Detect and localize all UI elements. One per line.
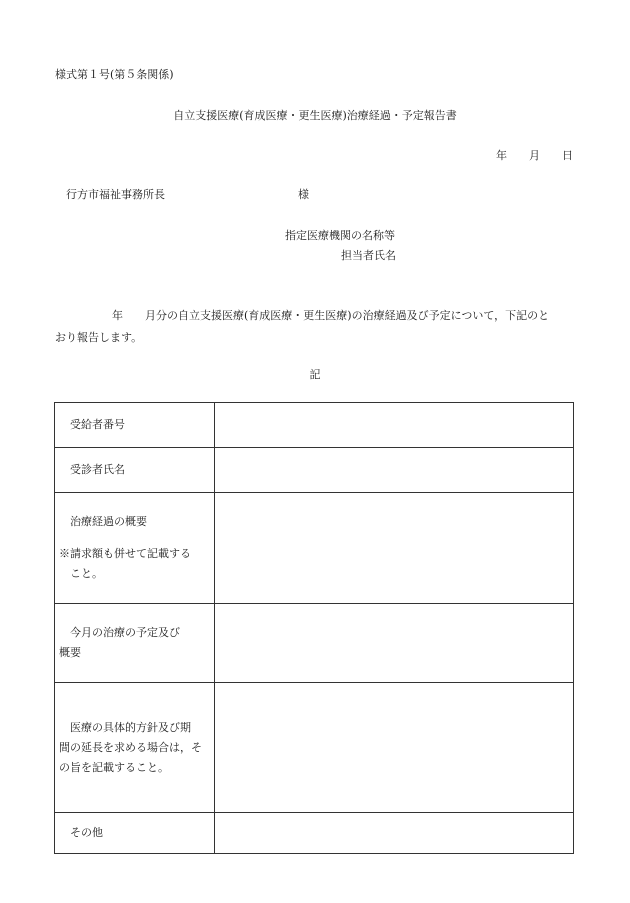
institution-label: 指定医療機関の名称等 bbox=[285, 229, 395, 242]
recipient-number-label: 受給者番号 bbox=[70, 418, 125, 431]
body-continuation: おり報告します。 bbox=[55, 331, 143, 344]
date-year-label: 年 bbox=[496, 149, 507, 162]
recipient-number-label-cell bbox=[55, 403, 215, 448]
body-year: 年 bbox=[112, 309, 123, 322]
body-month-part: 月分の自立支援医療(育成医療・更生医療)の治療経過及び予定について，下記のと bbox=[145, 309, 550, 322]
date-month-label: 月 bbox=[529, 149, 540, 162]
treatment-summary-label: 治療経過の概要 bbox=[70, 515, 147, 528]
patient-name-field[interactable] bbox=[215, 448, 574, 493]
other-label: その他 bbox=[70, 826, 103, 839]
document-title: 自立支援医療(育成医療・更生医療)治療経過・予定報告書 bbox=[173, 109, 457, 122]
monthly-plan-field[interactable] bbox=[215, 604, 574, 683]
table-row bbox=[55, 403, 574, 448]
date-line bbox=[496, 147, 573, 163]
table-row bbox=[55, 683, 574, 813]
patient-name-label-cell bbox=[55, 448, 215, 493]
addressee-honorific: 様 bbox=[298, 188, 309, 201]
table-row bbox=[55, 493, 574, 604]
date-day-label: 日 bbox=[562, 149, 573, 162]
table-row bbox=[55, 604, 574, 683]
treatment-policy-label: 医療の具体的方針及び期 間の延長を求める場合は，そ の旨を記載すること。 bbox=[59, 720, 202, 774]
monthly-plan-label: 今月の治療の予定及び 概要 bbox=[59, 626, 180, 659]
other-label-cell bbox=[55, 813, 215, 854]
treatment-policy-field[interactable] bbox=[215, 683, 574, 813]
other-field[interactable] bbox=[215, 813, 574, 854]
addressee-name: 行方市福祉事務所長 bbox=[66, 188, 165, 201]
monthly-plan-label-cell bbox=[55, 604, 215, 683]
ki-heading: 記 bbox=[309, 368, 321, 381]
table-row bbox=[55, 448, 574, 493]
patient-name-label: 受診者氏名 bbox=[70, 463, 125, 476]
form-number: 様式第１号(第５条関係) bbox=[55, 68, 174, 81]
table-row bbox=[55, 813, 574, 854]
treatment-summary-field[interactable] bbox=[215, 493, 574, 604]
report-table bbox=[54, 402, 574, 854]
treatment-summary-note: ※請求額も併せて記載する こと。 bbox=[59, 547, 191, 580]
recipient-number-field[interactable] bbox=[215, 403, 574, 448]
body-paragraph bbox=[55, 305, 577, 349]
treatment-summary-label-cell bbox=[55, 493, 215, 604]
person-in-charge-label: 担当者氏名 bbox=[341, 249, 396, 262]
treatment-policy-label-cell bbox=[55, 683, 215, 813]
